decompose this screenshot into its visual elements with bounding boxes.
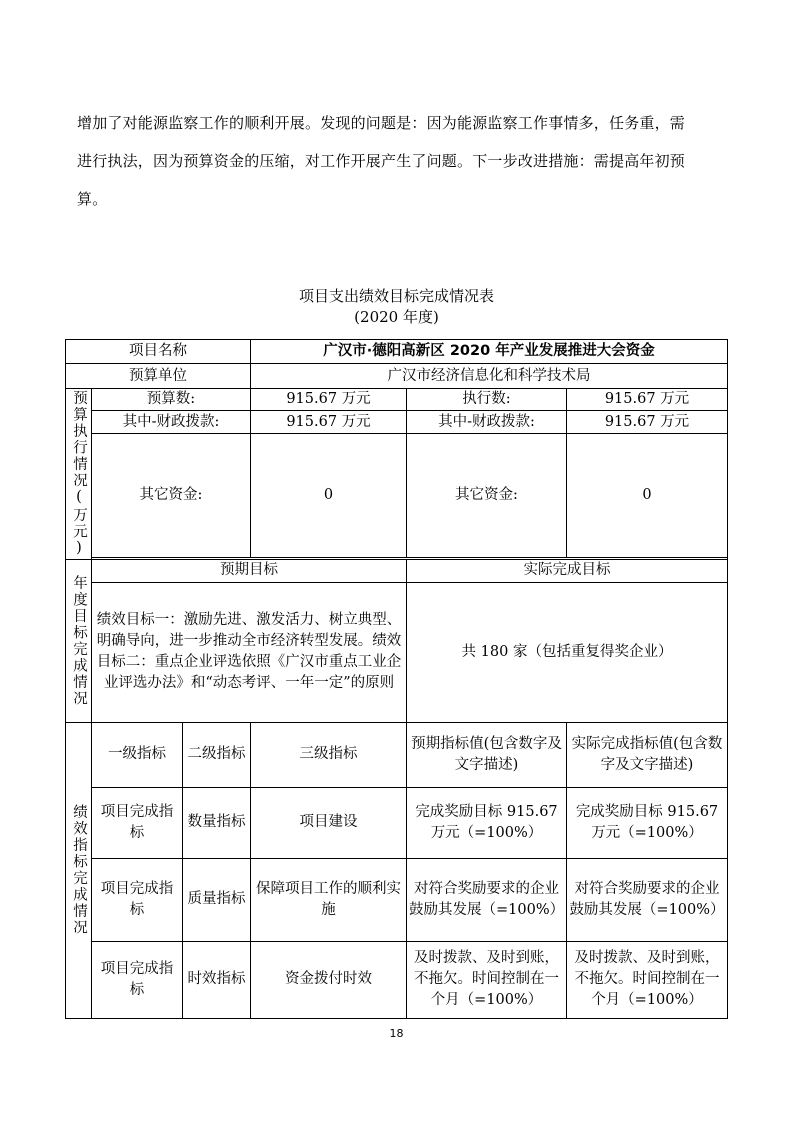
indicator-level1: 项目完成指标 — [92, 787, 183, 858]
indicator-level3: 资金拨付时效 — [251, 941, 407, 1018]
fiscal-value: 915.67 万元 — [567, 411, 728, 434]
other-funds-value: 0 — [567, 434, 728, 558]
indicator-header: 三级指标 — [251, 722, 407, 787]
indicator-header: 一级指标 — [92, 722, 183, 787]
performance-table — [65, 339, 728, 1019]
indicator-level2: 数量指标 — [183, 787, 251, 858]
project-name-value: 广汉市·德阳高新区 2020 年产业发展推进大会资金 — [251, 340, 728, 364]
indicator-actual: 及时拨款、及时到账，不拖欠。时间控制在一个月（=100%） — [567, 941, 728, 1018]
other-funds-label: 其它资金: — [92, 434, 251, 558]
annual-goal-side-label: 年度目标完成情况 — [66, 560, 92, 722]
actual-goal-text: 共 180 家（包括重复得奖企业） — [407, 582, 728, 722]
paragraph-line: 算。 — [77, 190, 108, 208]
paragraph-line: 进行执法，因为预算资金的压缩，对工作开展产生了问题。下一步改进措施：需提高年初预 — [77, 152, 686, 170]
indicator-expected: 及时拨款、及时到账，不拖欠。时间控制在一个月（=100%） — [407, 941, 567, 1018]
indicator-header: 二级指标 — [183, 722, 251, 787]
paragraph-line: 增加了对能源监察工作的顺利开展。发现的问题是：因为能源监察工作事情多，任务重，需 — [77, 114, 686, 132]
fiscal-label: 其中-财政拨款: — [92, 411, 251, 434]
expected-goal-text: 绩效目标一：激励先进、激发活力、树立典型、明确导向，进一步推动全市经济转型发展。绩效目标二：重点企业评选依照《广汉市重点工业企业评选办法》和“动态考评、一年一定”的原则 — [92, 582, 407, 722]
indicator-actual: 完成奖励目标 915.67 万元（=100%） — [567, 787, 728, 858]
body-paragraph — [77, 104, 722, 218]
page-number: 18 — [389, 1027, 404, 1040]
other-funds-value: 0 — [251, 434, 407, 558]
exec-label: 执行数: — [407, 388, 567, 411]
indicator-expected: 完成奖励目标 915.67 万元（=100%） — [407, 787, 567, 858]
fiscal-label: 其中-财政拨款: — [407, 411, 567, 434]
indicator-actual: 对符合奖励要求的企业鼓励其发展（=100%） — [567, 858, 728, 941]
budget-unit-label: 预算单位 — [66, 364, 251, 388]
indicator-level1: 项目完成指标 — [92, 858, 183, 941]
table-subtitle: (2020 年度) — [354, 308, 439, 326]
budget-value: 915.67 万元 — [251, 388, 407, 411]
expected-goal-header: 预期目标 — [92, 560, 407, 582]
table-title: 项目支出绩效目标完成情况表 — [298, 287, 494, 305]
indicator-header: 实际完成指标值(包含数字及文字描述) — [567, 722, 728, 787]
project-name-label: 项目名称 — [66, 340, 251, 364]
indicator-expected: 对符合奖励要求的企业鼓励其发展（=100%） — [407, 858, 567, 941]
budget-exec-side-label: 预算执行情况(万元) — [66, 388, 92, 559]
indicator-side-label: 绩效指标完成情况 — [66, 722, 92, 1018]
other-funds-label: 其它资金: — [407, 434, 567, 558]
indicator-header: 预期指标值(包含数字及文字描述) — [407, 722, 567, 787]
exec-value: 915.67 万元 — [567, 388, 728, 411]
budget-unit-value: 广汉市经济信息化和科学技术局 — [251, 364, 728, 388]
indicator-level2: 时效指标 — [183, 941, 251, 1018]
indicator-level3: 项目建设 — [251, 787, 407, 858]
actual-goal-header: 实际完成目标 — [407, 560, 728, 582]
indicator-level3: 保障项目工作的顺利实施 — [251, 858, 407, 941]
indicator-level1: 项目完成指标 — [92, 941, 183, 1018]
indicator-level2: 质量指标 — [183, 858, 251, 941]
budget-label: 预算数: — [92, 388, 251, 411]
fiscal-value: 915.67 万元 — [251, 411, 407, 434]
